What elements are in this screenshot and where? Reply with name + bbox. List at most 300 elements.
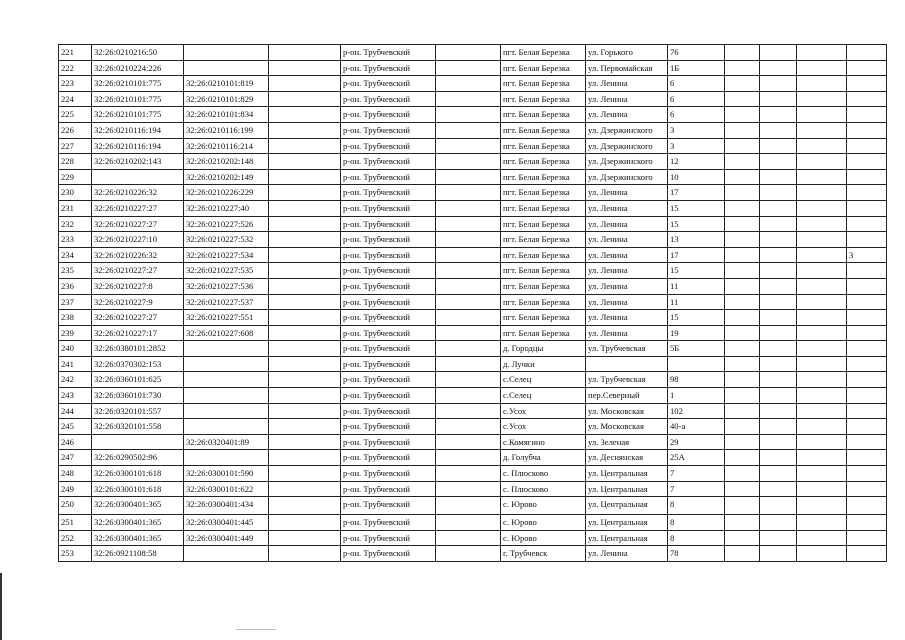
cell-settlement: пгт. Белая Березка [501,325,586,341]
cell-house [668,356,725,372]
cell-extra-3 [797,419,847,435]
cell-street: ул. Центральная [586,466,668,482]
cell-blank-2 [436,372,501,388]
cell-extra-4 [847,169,887,185]
cell-cadastral-number-2: 32:26:0300401:445 [184,515,269,531]
table-row [59,466,887,482]
cell-district: р-он. Трубчевский [341,294,436,310]
cell-house: 6 [668,76,725,92]
cell-cadastral-number-2: 32:26:0210116:199 [184,122,269,138]
cell-settlement: с.Усох [501,403,586,419]
cell-blank-2 [436,434,501,450]
cell-extra-4 [847,388,887,404]
cell-street: ул. Центральная [586,481,668,497]
cell-extra-1 [725,107,760,123]
cell-house: 12 [668,154,725,170]
cell-blank-2 [436,294,501,310]
cell-extra-2 [760,434,797,450]
cell-blank-2 [436,419,501,435]
table-row [59,200,887,216]
cell-cadastral-number-2: 32:26:0210202:149 [184,169,269,185]
cell-house: 7 [668,466,725,482]
cell-extra-4 [847,530,887,546]
cell-blank [269,325,341,341]
cell-cadastral-number: 32:26:0210224:226 [92,60,184,76]
cell-blank-2 [436,154,501,170]
cell-extra-3 [797,154,847,170]
cell-blank [269,310,341,326]
cell-row-number: 235 [59,263,92,279]
table-row [59,341,887,357]
cell-street: ул. Дзержинского [586,154,668,170]
cell-settlement: пгт. Белая Березка [501,263,586,279]
cell-extra-3 [797,91,847,107]
cell-row-number: 242 [59,372,92,388]
cell-blank [269,466,341,482]
cell-extra-3 [797,278,847,294]
cell-district: р-он. Трубчевский [341,76,436,92]
cell-extra-2 [760,546,797,562]
cell-cadastral-number-2: 32:26:0210227:532 [184,232,269,248]
cell-blank-2 [436,232,501,248]
cell-blank-2 [436,247,501,263]
cell-extra-3 [797,450,847,466]
cell-street: ул. Дзержинского [586,138,668,154]
cell-cadastral-number: 32:26:0210227:8 [92,278,184,294]
cell-street: ул. Ленина [586,107,668,123]
cell-extra-4 [847,481,887,497]
cell-street: ул. Ленина [586,278,668,294]
cell-blank-2 [436,310,501,326]
cell-street: ул. Центральная [586,530,668,546]
cell-blank [269,247,341,263]
cell-cadastral-number: 32:26:0210101:775 [92,91,184,107]
cell-blank [269,232,341,248]
table-row [59,419,887,435]
cell-cadastral-number-2: 32:26:0210227:40 [184,200,269,216]
cell-district: р-он. Трубчевский [341,356,436,372]
cell-extra-4 [847,466,887,482]
cell-extra-2 [760,60,797,76]
cell-district: р-он. Трубчевский [341,403,436,419]
cell-blank-2 [436,497,501,515]
cell-cadastral-number-2 [184,341,269,357]
cell-extra-4 [847,419,887,435]
table-row [59,481,887,497]
cell-cadastral-number: 32:26:0290502:96 [92,450,184,466]
cell-extra-2 [760,341,797,357]
cell-extra-4 [847,341,887,357]
cell-cadastral-number-2 [184,60,269,76]
cell-row-number: 233 [59,232,92,248]
cell-extra-2 [760,200,797,216]
cell-extra-3 [797,185,847,201]
cell-row-number: 231 [59,200,92,216]
cell-district: р-он. Трубчевский [341,45,436,61]
cell-extra-2 [760,497,797,515]
cell-blank-2 [436,45,501,61]
cell-cadastral-number-2: 32:26:0210227:608 [184,325,269,341]
cell-extra-3 [797,294,847,310]
cell-settlement: пгт. Белая Березка [501,76,586,92]
cell-district: р-он. Трубчевский [341,497,436,515]
cell-house: 17 [668,247,725,263]
cell-extra-3 [797,247,847,263]
cell-extra-3 [797,466,847,482]
cell-street: ул. Трубчевская [586,372,668,388]
cell-cadastral-number-2: 32:26:0210101:834 [184,107,269,123]
cell-cadastral-number: 32:26:0360101:625 [92,372,184,388]
cell-street: ул. Трубчевская [586,341,668,357]
cell-cadastral-number-2: 32:26:0210202:148 [184,154,269,170]
cell-blank [269,434,341,450]
table-row [59,515,887,531]
cell-cadastral-number: 32:26:0210101:775 [92,76,184,92]
cell-cadastral-number-2: 32:26:0210227:551 [184,310,269,326]
cell-cadastral-number-2 [184,450,269,466]
cell-settlement: д. Городцы [501,341,586,357]
cell-cadastral-number: 32:26:0210101:775 [92,107,184,123]
cell-row-number: 234 [59,247,92,263]
cell-settlement: с. Юрово [501,497,586,515]
document-page [58,44,887,562]
cell-extra-4 [847,154,887,170]
cell-blank-2 [436,263,501,279]
cell-extra-2 [760,530,797,546]
cell-settlement: д. Голубча [501,450,586,466]
cell-cadastral-number-2: 32:26:0210227:535 [184,263,269,279]
cell-extra-4 [847,263,887,279]
cell-blank-2 [436,325,501,341]
cell-extra-2 [760,450,797,466]
cell-street: ул. Горького [586,45,668,61]
cell-extra-2 [760,154,797,170]
cell-cadastral-number-2: 32:26:0300401:449 [184,530,269,546]
cell-district: р-он. Трубчевский [341,466,436,482]
cell-row-number: 239 [59,325,92,341]
cell-settlement: пгт. Белая Березка [501,169,586,185]
cell-cadastral-number: 32:26:0210227:27 [92,216,184,232]
cell-row-number: 251 [59,515,92,531]
cell-extra-3 [797,263,847,279]
cell-settlement: пгт. Белая Березка [501,294,586,310]
cell-cadastral-number: 32:26:0210227:10 [92,232,184,248]
cell-house: 5Б [668,341,725,357]
cell-district: р-он. Трубчевский [341,138,436,154]
cell-extra-2 [760,232,797,248]
cell-extra-4 [847,356,887,372]
cell-row-number: 222 [59,60,92,76]
cell-extra-4 [847,107,887,123]
table-row [59,263,887,279]
cell-blank [269,356,341,372]
table-row [59,450,887,466]
cell-house: 6 [668,91,725,107]
cell-district: р-он. Трубчевский [341,341,436,357]
cell-street: ул. Ленина [586,310,668,326]
table-row [59,356,887,372]
cell-extra-3 [797,122,847,138]
cell-row-number: 230 [59,185,92,201]
cell-extra-1 [725,294,760,310]
cell-extra-4 [847,185,887,201]
cell-extra-3 [797,169,847,185]
cell-district: р-он. Трубчевский [341,278,436,294]
cell-extra-1 [725,91,760,107]
cell-extra-1 [725,450,760,466]
cell-extra-2 [760,263,797,279]
cell-street: ул. Ленина [586,325,668,341]
cell-extra-2 [760,278,797,294]
cell-blank [269,263,341,279]
cell-blank [269,76,341,92]
page-edge-mark [0,573,2,640]
cell-blank-2 [436,60,501,76]
cell-blank [269,122,341,138]
cell-extra-4 [847,138,887,154]
cell-blank-2 [436,138,501,154]
cell-cadastral-number-2: 32:26:0210227:534 [184,247,269,263]
cell-cadastral-number-2 [184,45,269,61]
cell-house: 98 [668,372,725,388]
cell-extra-2 [760,515,797,531]
cell-blank [269,388,341,404]
cell-cadastral-number-2: 32:26:0210227:526 [184,216,269,232]
cell-extra-4 [847,403,887,419]
cell-row-number: 253 [59,546,92,562]
cell-blank-2 [436,122,501,138]
cell-cadastral-number: 32:26:0210227:27 [92,263,184,279]
cell-blank [269,91,341,107]
cell-district: р-он. Трубчевский [341,450,436,466]
cell-extra-4 [847,515,887,531]
cell-cadastral-number: 32:26:0300401:365 [92,497,184,515]
cell-extra-3 [797,530,847,546]
cell-district: р-он. Трубчевский [341,200,436,216]
cell-blank [269,138,341,154]
cell-blank [269,341,341,357]
cell-extra-2 [760,122,797,138]
table-row [59,434,887,450]
table-row [59,60,887,76]
cell-cadastral-number: 32:26:0300401:365 [92,515,184,531]
cell-extra-4: 3 [847,247,887,263]
cell-blank [269,216,341,232]
cell-blank-2 [436,530,501,546]
cell-extra-2 [760,216,797,232]
cell-row-number: 249 [59,481,92,497]
cell-extra-4 [847,372,887,388]
cell-district: р-он. Трубчевский [341,122,436,138]
cell-settlement: пгт. Белая Березка [501,91,586,107]
cell-extra-3 [797,138,847,154]
cell-settlement: с.Селец [501,372,586,388]
cell-extra-1 [725,278,760,294]
cell-extra-4 [847,91,887,107]
cell-cadastral-number-2 [184,546,269,562]
cell-street: ул. Ленина [586,200,668,216]
cell-settlement: пгт. Белая Березка [501,45,586,61]
cell-extra-1 [725,466,760,482]
cell-settlement: пгт. Белая Березка [501,200,586,216]
cell-house: 8 [668,515,725,531]
cell-settlement: пгт. Белая Березка [501,154,586,170]
cell-extra-4 [847,450,887,466]
cell-extra-2 [760,481,797,497]
cell-settlement: пгт. Белая Березка [501,185,586,201]
cell-cadastral-number-2: 32:26:0210116:214 [184,138,269,154]
cell-extra-1 [725,216,760,232]
cell-extra-1 [725,169,760,185]
cell-house: 3 [668,138,725,154]
cell-blank [269,60,341,76]
cell-settlement: с. Юрово [501,530,586,546]
cell-row-number: 226 [59,122,92,138]
table-row [59,530,887,546]
cell-extra-4 [847,76,887,92]
cell-extra-1 [725,372,760,388]
cell-house: 10 [668,169,725,185]
cell-extra-4 [847,325,887,341]
cell-extra-4 [847,232,887,248]
cell-house: 6 [668,107,725,123]
cell-extra-3 [797,388,847,404]
cell-street: ул. Дзержинского [586,122,668,138]
cell-street: ул. Дзержинского [586,169,668,185]
table-row [59,278,887,294]
cell-house: 8 [668,497,725,515]
cell-district: р-он. Трубчевский [341,419,436,435]
cell-extra-3 [797,216,847,232]
cell-blank-2 [436,388,501,404]
cell-cadastral-number-2: 32:26:0210101:829 [184,91,269,107]
cell-row-number: 250 [59,497,92,515]
cell-blank-2 [436,341,501,357]
cell-district: р-он. Трубчевский [341,530,436,546]
cell-district: р-он. Трубчевский [341,372,436,388]
cell-cadastral-number: 32:26:0300101:618 [92,466,184,482]
cell-street: ул. Ленина [586,247,668,263]
cell-house: 1Б [668,60,725,76]
cell-cadastral-number: 32:26:0210116:194 [92,122,184,138]
cell-row-number: 223 [59,76,92,92]
table-row [59,154,887,170]
cell-extra-3 [797,434,847,450]
cell-settlement: пгт. Белая Березка [501,310,586,326]
cell-extra-1 [725,185,760,201]
cell-row-number: 252 [59,530,92,546]
cell-house: 19 [668,325,725,341]
table-row [59,247,887,263]
cell-cadastral-number: 32:26:0360101:730 [92,388,184,404]
cell-cadastral-number-2: 32:26:0300101:622 [184,481,269,497]
cell-extra-4 [847,546,887,562]
cell-extra-2 [760,466,797,482]
cell-house: 25А [668,450,725,466]
cell-cadastral-number-2: 32:26:0210101:819 [184,76,269,92]
cell-district: р-он. Трубчевский [341,60,436,76]
cell-blank [269,515,341,531]
cell-district: р-он. Трубчевский [341,247,436,263]
cell-cadastral-number: 32:26:0380101:2852 [92,341,184,357]
cell-blank [269,481,341,497]
cell-settlement: г. Трубчевск [501,546,586,562]
cell-district: р-он. Трубчевский [341,263,436,279]
cell-extra-4 [847,497,887,515]
cell-cadastral-number: 32:26:0320101:558 [92,419,184,435]
cell-blank-2 [436,200,501,216]
cell-district: р-он. Трубчевский [341,546,436,562]
cell-cadastral-number-2: 32:26:0300101:590 [184,466,269,482]
table-row [59,403,887,419]
table-row [59,122,887,138]
table-row [59,76,887,92]
cell-settlement: с. Юрово [501,515,586,531]
cell-blank [269,185,341,201]
cell-extra-3 [797,45,847,61]
cell-blank [269,372,341,388]
cell-extra-2 [760,403,797,419]
cell-blank [269,278,341,294]
cell-blank-2 [436,481,501,497]
cell-street [586,356,668,372]
cell-extra-1 [725,263,760,279]
table-row [59,497,887,515]
table-row [59,546,887,562]
cell-district: р-он. Трубчевский [341,325,436,341]
cell-row-number: 238 [59,310,92,326]
cell-extra-3 [797,232,847,248]
cell-extra-1 [725,546,760,562]
cell-street: ул. Зеленая [586,434,668,450]
cell-cadastral-number [92,434,184,450]
cell-cadastral-number-2 [184,403,269,419]
cell-blank [269,169,341,185]
cell-settlement: пгт. Белая Березка [501,60,586,76]
cell-extra-3 [797,546,847,562]
cell-blank-2 [436,466,501,482]
cell-settlement: с.Комягино [501,434,586,450]
cell-cadastral-number-2: 32:26:0320401:89 [184,434,269,450]
cell-extra-1 [725,481,760,497]
cell-extra-3 [797,310,847,326]
cell-blank-2 [436,546,501,562]
cell-extra-1 [725,434,760,450]
cell-settlement: с. Плюсково [501,481,586,497]
table-row [59,169,887,185]
cell-row-number: 241 [59,356,92,372]
cell-extra-1 [725,515,760,531]
table-row [59,325,887,341]
cell-cadastral-number-2 [184,356,269,372]
cell-extra-4 [847,45,887,61]
cell-extra-2 [760,372,797,388]
cell-district: р-он. Трубчевский [341,107,436,123]
table-row [59,310,887,326]
cell-row-number: 228 [59,154,92,170]
cell-district: р-он. Трубчевский [341,434,436,450]
cell-row-number: 237 [59,294,92,310]
cell-house: 15 [668,263,725,279]
cell-cadastral-number: 32:26:0210227:17 [92,325,184,341]
cell-cadastral-number-2: 32:26:0210226:229 [184,185,269,201]
cell-blank [269,154,341,170]
cell-extra-4 [847,278,887,294]
cell-settlement: пгт. Белая Березка [501,216,586,232]
cell-extra-3 [797,60,847,76]
cell-house: 15 [668,216,725,232]
cell-extra-3 [797,325,847,341]
